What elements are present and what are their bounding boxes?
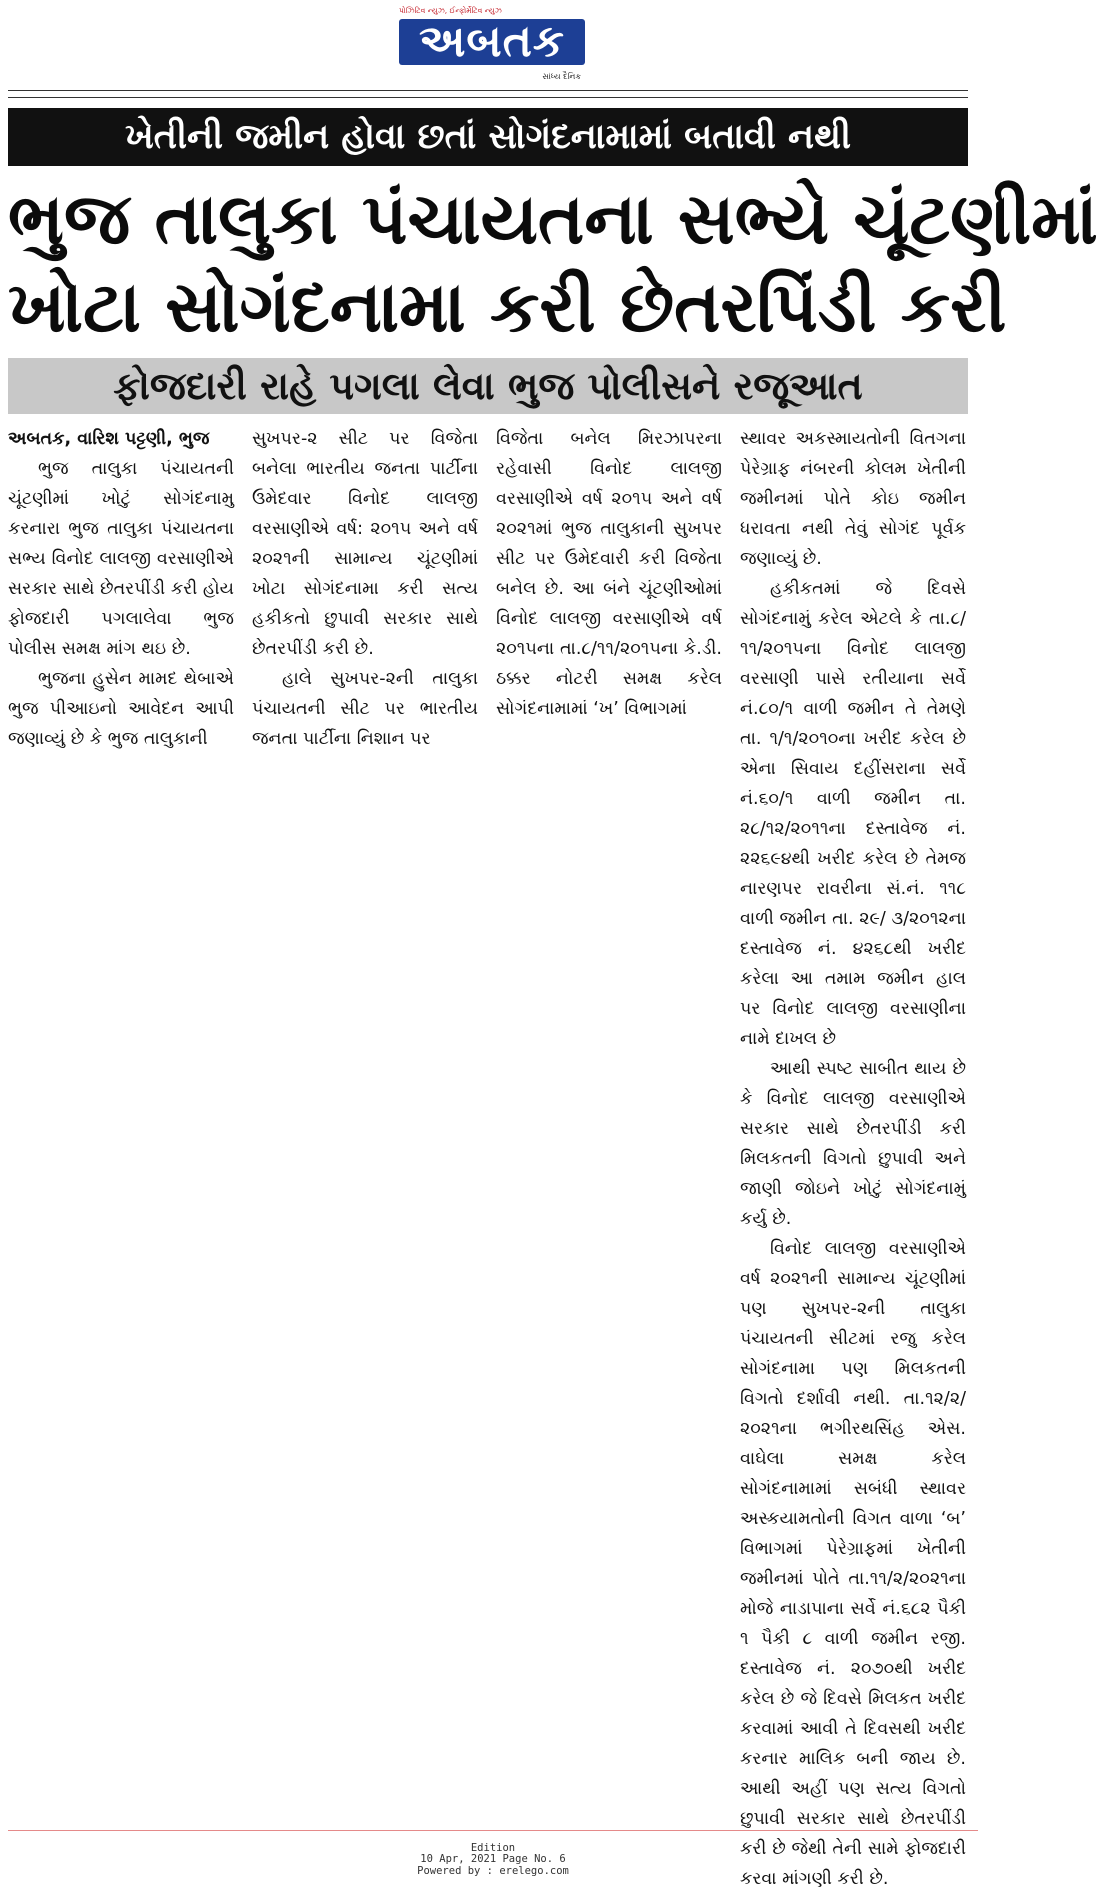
article-column-4: [740, 424, 966, 1889]
article-column-2: [252, 424, 478, 749]
paragraph: હકીકતમાં જે દિવસે સોગંદનામું કરેલ એટલે કે તા.૮/ ૧૧/૨૦૧૫ના વિનોદ લાલજી વરસાણી પાસે રતીયાના સર્વે નં.૮૦/૧ વાળી જમીન તે તેમણે તા. ૧/૧/૨૦૧૦ના ખરીદ કરેલ છે એના સિવાય દહીંસરાના સર્વે નં.૬૦/૧ વાળી જમીન તા. ૨૮/૧૨/૨૦૧૧ના દસ્તાવેજ નં. ૨૨૬૯૪થી ખરીદ કરેલ છે તેમજ નારણપર રાવરીના સં.નં. ૧૧૮ વાળી જમીન તા. ૨૯/ ૩/૨૦૧૨ના દસ્તાવેજ નં. ૪૨૬૮થી ખરીદ કરેલા આ તમામ જમીન હાલ પર વિનોદ લાલજી વરસાણીના નામે દાખલ છે: [740, 579, 966, 1049]
masthead-subtitle: સાંધ્ય દૈનિક: [542, 72, 581, 81]
article-column-1: [8, 424, 234, 754]
masthead-tagline: પોઝિટિવ ન્યુઝ, ઈન્ફોર્મેટિવ ન્યુઝ: [399, 6, 502, 15]
paragraph: સુખપર-૨ સીટ પર વિજેતા બનેલા ભારતીય જનતા પાર્ટીના ઉમેદવાર વિનોદ લાલજી વરસાણીએ વર્ષ: ૨૦૧૫ અને વર્ષ ૨૦૨૧ની સામાન્ય ચૂંટણીમાં ખોટા સોગંદનામા કરી સત્ય હકીકતો છુપાવી સરકાર સાથે છેતરપીંડી કરી છે.: [252, 429, 478, 659]
newspaper-logo: અબતક: [399, 19, 585, 65]
paragraph: વિજેતા બનેલ મિરઝાપરના રહેવાસી વિનોદ લાલજી વરસાણીએ વર્ષ ૨૦૧૫ અને વર્ષ ૨૦૨૧માં ભુજ તાલુકાની સુખપર સીટ પર ઉમેદવારી કરી વિજેતા બનેલ છે. આ બંને ચૂંટણીઓમાં વિનોદ લાલજી વરસાણીએ વર્ષ ૨૦૧૫ના તા.૮/૧૧/૨૦૧૫ના કે.ડી. ઠક્કર નોટરી સમક્ષ કરેલ સોગંદનામામાં ‘ખ’ વિભાગમાં: [496, 429, 722, 719]
byline: અબતક, વારિશ પટ્ટણી, ભુજ: [8, 429, 210, 449]
masthead: [395, 2, 591, 88]
subheadline: ફોજદારી રાહે પગલા લેવા ભુજ પોલીસને રજૂઆત: [8, 358, 968, 414]
paragraph: વિનોદ લાલજી વરસાણીએ વર્ષ ૨૦૨૧ની સામાન્ય ચૂંટણીમાં પણ સુખપર-૨ની તાલુકા પંચાયતની સીટમાં રજુ કરેલ સોગંદનામા પણ મિલકતની વિગતો દર્શાવી નથી. તા.૧૨/૨/ ૨૦૨૧ના ભગીરથસિંહ એસ. વાઘેલા સમક્ષ કરેલ સોગંદનામામાં સબંધી સ્થાવર અસ્કયામતોની વિગત વાળા ‘બ’ વિભાગમાં પેરેગ્રાફમાં ખેતીની જમીનમાં પોતે તા.૧૧/૨/૨૦૨૧ના મોજે નાડાપાના સર્વે નં.૬૮૨ પૈકી ૧ પૈકી ૮ વાળી જમીન રજી. દસ્તાવેજ નં. ૨૦૭૦થી ખરીદ કરેલ છે જે દિવસે મિલકત ખરીદ કરવામાં આવી તે દિવસથી ખરીદ કરનાર માલિક બની જાય છે. આથી અહીં પણ સત્ય વિગતો છુપાવી સરકાર સાથે છેતરપીંડી કરી છે જેથી તેની સામે ફોજદારી કરવા માંગણી કરી છે.: [740, 1239, 966, 1889]
footer-powered-by: Powered by : erelego.com: [417, 1865, 569, 1877]
paragraph: હાલે સુખપર-૨ની તાલુકા પંચાયતની સીટ પર ભારતીય જનતા પાર્ટીના નિશાન પર: [252, 669, 478, 749]
footer-edition: Edition: [470, 1842, 516, 1854]
article-column-3: [496, 424, 722, 734]
top-border-frame: [8, 90, 968, 98]
paragraph: સ્થાવર અકસ્માયતોની વિતગના પેરેગ્રાફ નંબરની કોલમ ખેતીની જમીનમાં પોતે કોઇ જમીન ધરાવતા નથી તેવું સોગંદ પૂર્વક જણાવ્યું છે.: [740, 429, 966, 569]
paragraph: આથી સ્પષ્ટ સાબીત થાય છે કે વિનોદ લાલજી વરસાણીએ સરકાર સાથે છેતરપીંડી કરી મિલકતની વિગતો છુપાવી અને જાણી જોઇને ખોટું સોગંદનામું કર્યુ છે.: [740, 1059, 966, 1229]
footer-date-page: 10 Apr, 2021 Page No. 6: [420, 1853, 566, 1865]
page-bottom-rule: [8, 1830, 978, 1831]
kicker-headline: ખેતીની જમીન હોવા છતાં સોગંદનામામાં બતાવી નથી: [8, 108, 968, 166]
main-headline-line-2: ખોટા સોગંદનામા કરી છેતરપિંડી કરી: [8, 266, 1007, 348]
paragraph: ભુજના હુસેન મામદ થેબાએ ભુજ પીઆઇનો આવેદન આપી જણાવ્યું છે કે ભુજ તાલુકાની: [8, 669, 234, 749]
paragraph: ભુજ તાલુકા પંચાયતની ચૂંટણીમાં ખોટું સોગંદનામુ કરનારા ભુજ તાલુકા પંચાયતના સભ્ય વિનોદ લાલજી વરસાણીએ સરકાર સાથે છેતરપીંડી કરી હોય ફોજદારી પગલાલેવા ભુજ પોલીસ સમક્ષ માંગ થઇ છે.: [8, 459, 234, 659]
main-headline-line-1: ભુજ તાલુકા પંચાયતના સભ્યે ચૂંટણીમાં: [8, 178, 1098, 260]
